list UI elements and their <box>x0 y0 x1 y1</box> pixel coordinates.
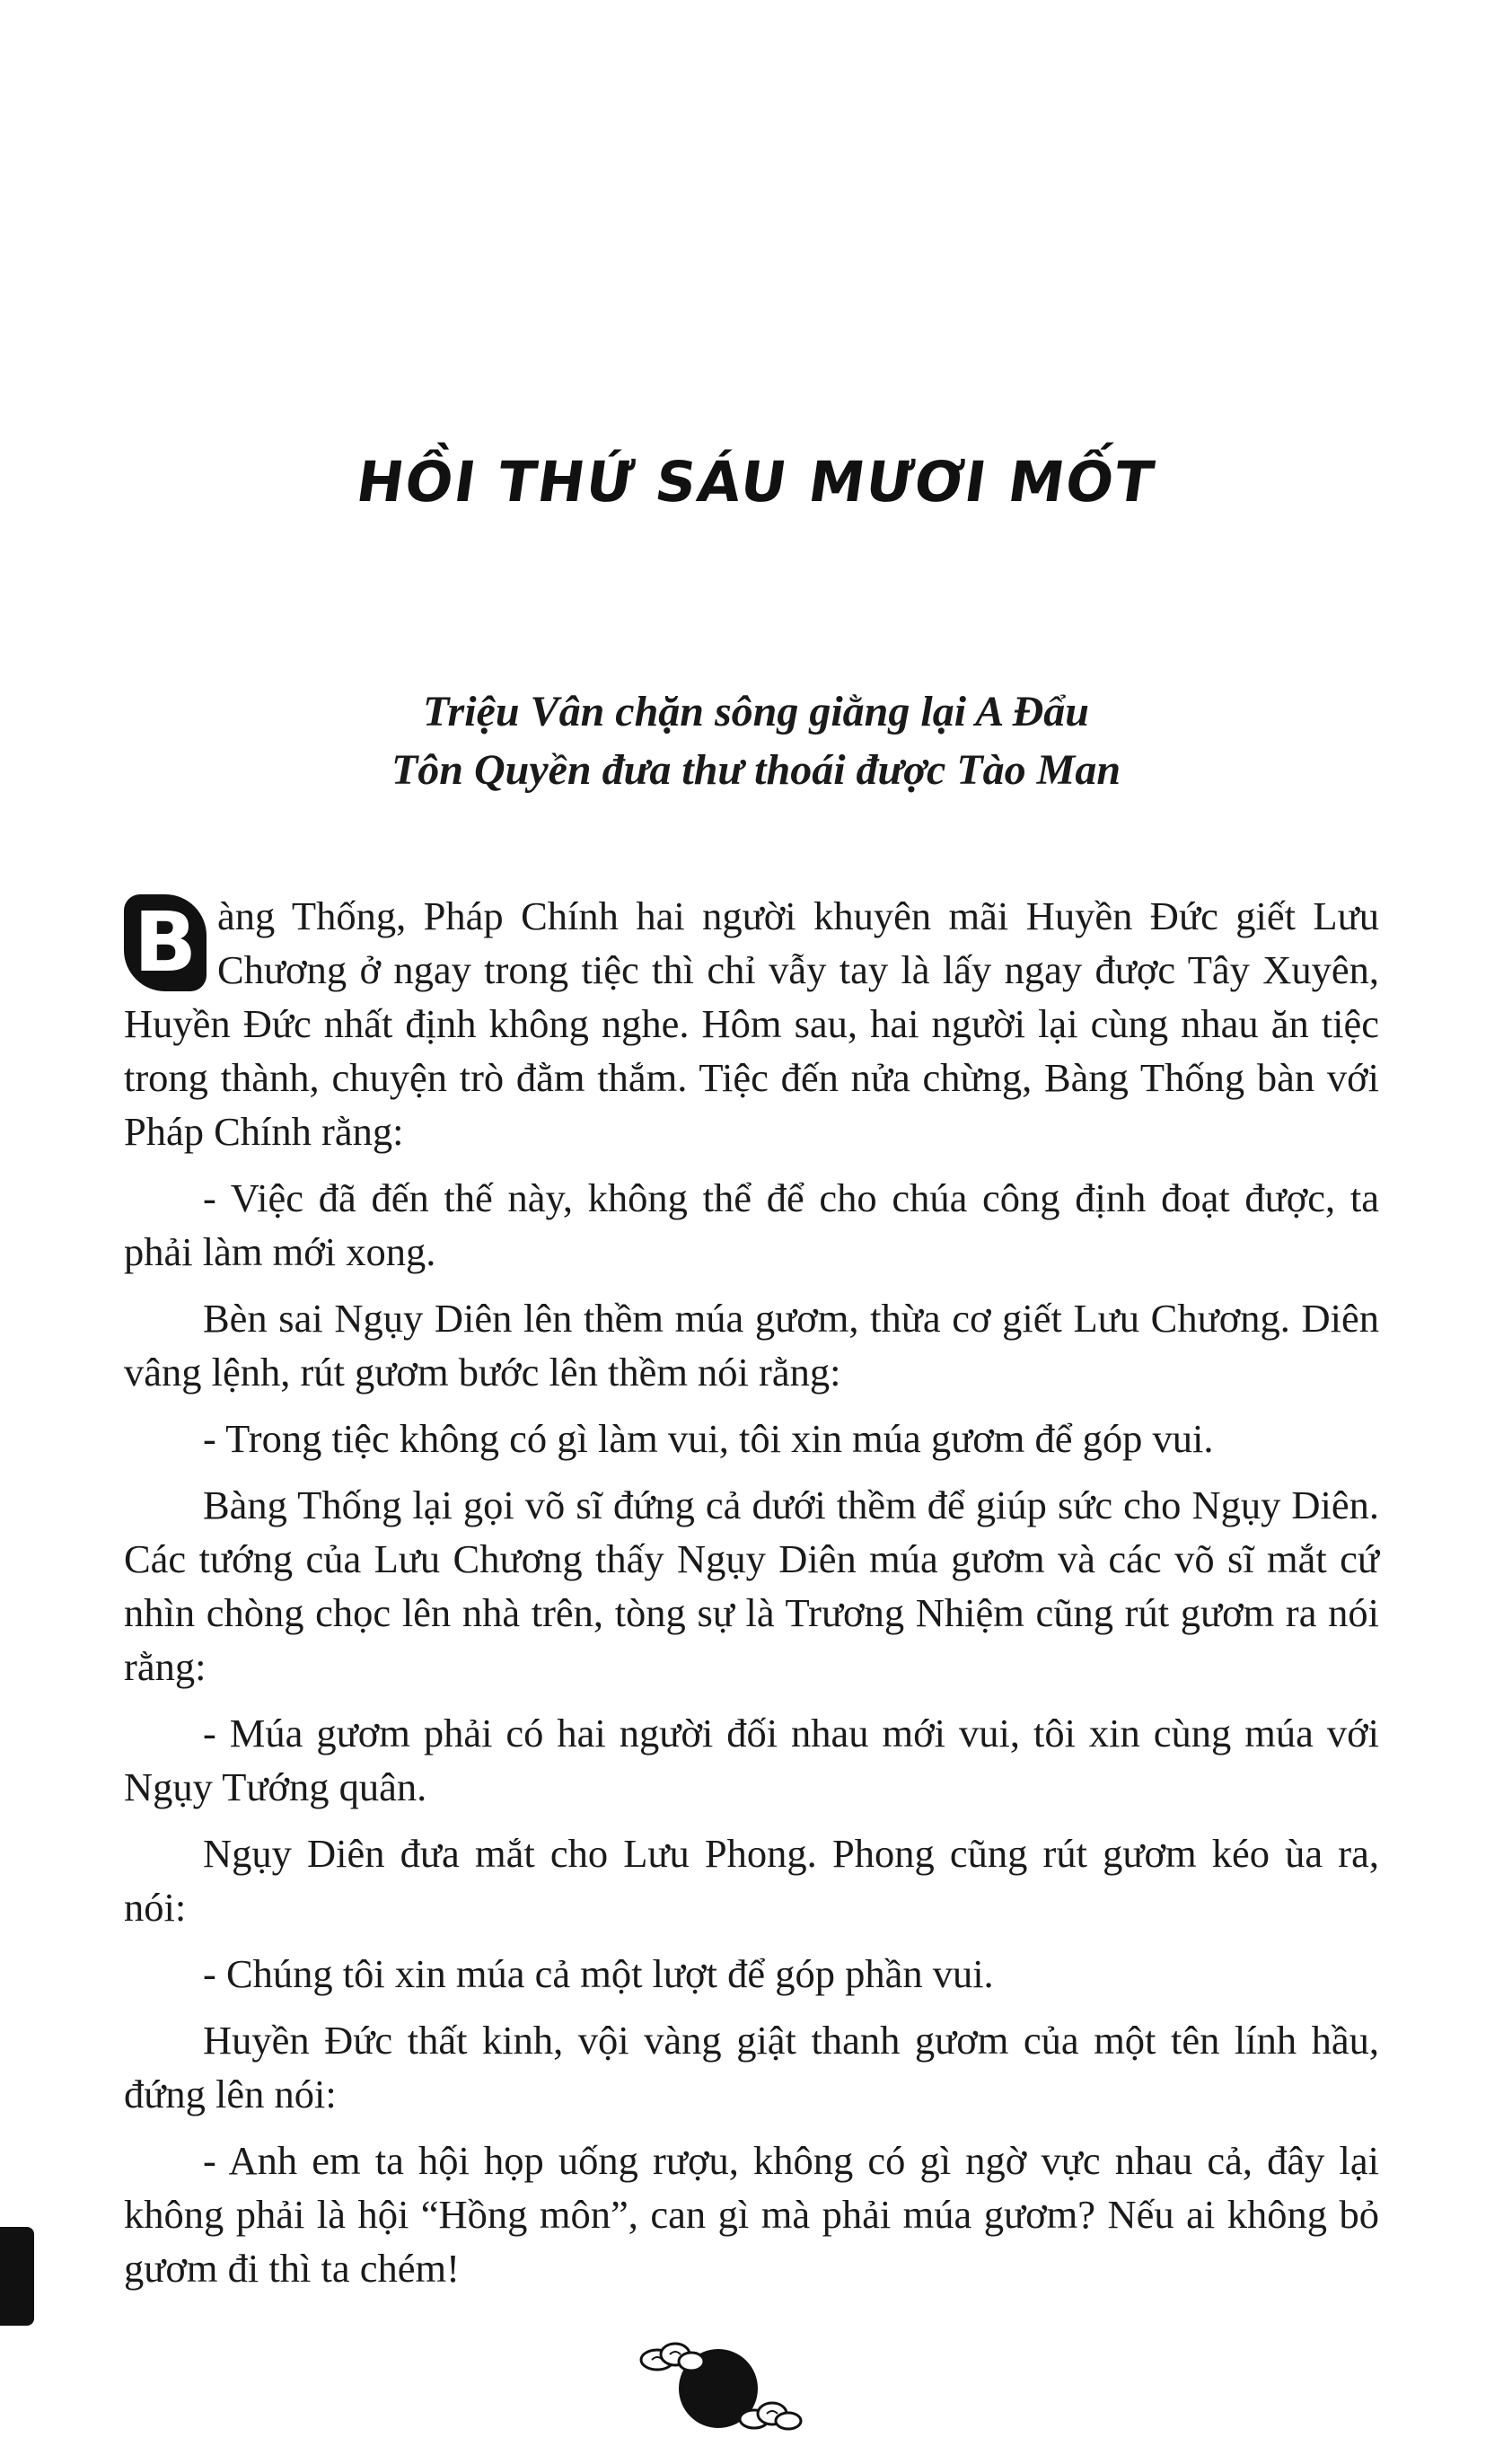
body-text <box>124 889 1379 2308</box>
paragraph-6: - Múa gươm phải có hai người đối nhau mới vui, tôi xin cùng múa với Ngụy Tướng quân. <box>124 1711 1379 1809</box>
chapter-subtitle-line-1: Triệu Vân chặn sông giằng lại A Đẩu <box>423 688 1089 735</box>
paragraph-7: Ngụy Diên đưa mắt cho Lưu Phong. Phong cũng rút gươm kéo ùa ra, nói: <box>124 1831 1379 1930</box>
paragraph-2: - Việc đã đến thế này, không thể để cho chúa công định đoạt được, ta phải làm mới xong. <box>124 1175 1379 1274</box>
paragraph-3: Bèn sai Ngụy Diên lên thềm múa gươm, thừa cơ giết Lưu Chương. Diên vâng lệnh, rút gươm bước lên thềm nói rằng: <box>124 1296 1379 1395</box>
paragraph-5: Bàng Thống lại gọi võ sĩ đứng cả dưới thềm để giúp sức cho Ngụy Diên. Các tướng của Lưu Chương thấy Ngụy Diên múa gươm và các võ sĩ mắt cứ nhìn chòng chọc lên nhà trên, tòng sự là Trương Nhiệm cũng rút gươm ra nói rằng: <box>124 1483 1379 1689</box>
paragraph-8: - Chúng tôi xin múa cả một lượt để góp phần vui. <box>203 1951 994 1996</box>
chapter-subtitle-line-2: Tôn Quyền đưa thư thoái được Tào Man <box>391 746 1121 794</box>
page-edge-tab <box>0 2227 34 2326</box>
cloud-sun-ornament-icon <box>629 2335 808 2433</box>
paragraph-1 <box>124 889 1379 1158</box>
paragraph-9: Huyền Đức thất kinh, vội vàng giật thanh gươm của một tên lính hầu, đứng lên nói: <box>124 2018 1379 2116</box>
paragraph-1-text: àng Thống, Pháp Chính hai người khuyên mãi Huyền Đức giết Lưu Chương ở ngay trong tiệc thì chỉ vẫy tay là lấy ngay được Tây Xuyên, Huyền Đức nhất định không nghe. Hôm sau, hai người lại cùng nhau ăn tiệc trong thành, chuyện trò đằm thắm. Tiệc đến nửa chừng, Bàng Thống bàn với Pháp Chính rằng: <box>124 893 1379 1154</box>
paragraph-10: - Anh em ta hội họp uống rượu, không có gì ngờ vực nhau cả, đây lại không phải là hội “Hồng môn”, can gì mà phải múa gươm? Nếu ai không bỏ gươm đi thì ta chém! <box>124 2138 1379 2291</box>
paragraph-4: - Trong tiệc không có gì làm vui, tôi xin múa gươm để góp vui. <box>203 1416 1214 1461</box>
chapter-title: HỒI THỨ SÁU MƯƠI MỐT <box>352 449 1160 515</box>
drop-cap: B <box>124 894 207 991</box>
